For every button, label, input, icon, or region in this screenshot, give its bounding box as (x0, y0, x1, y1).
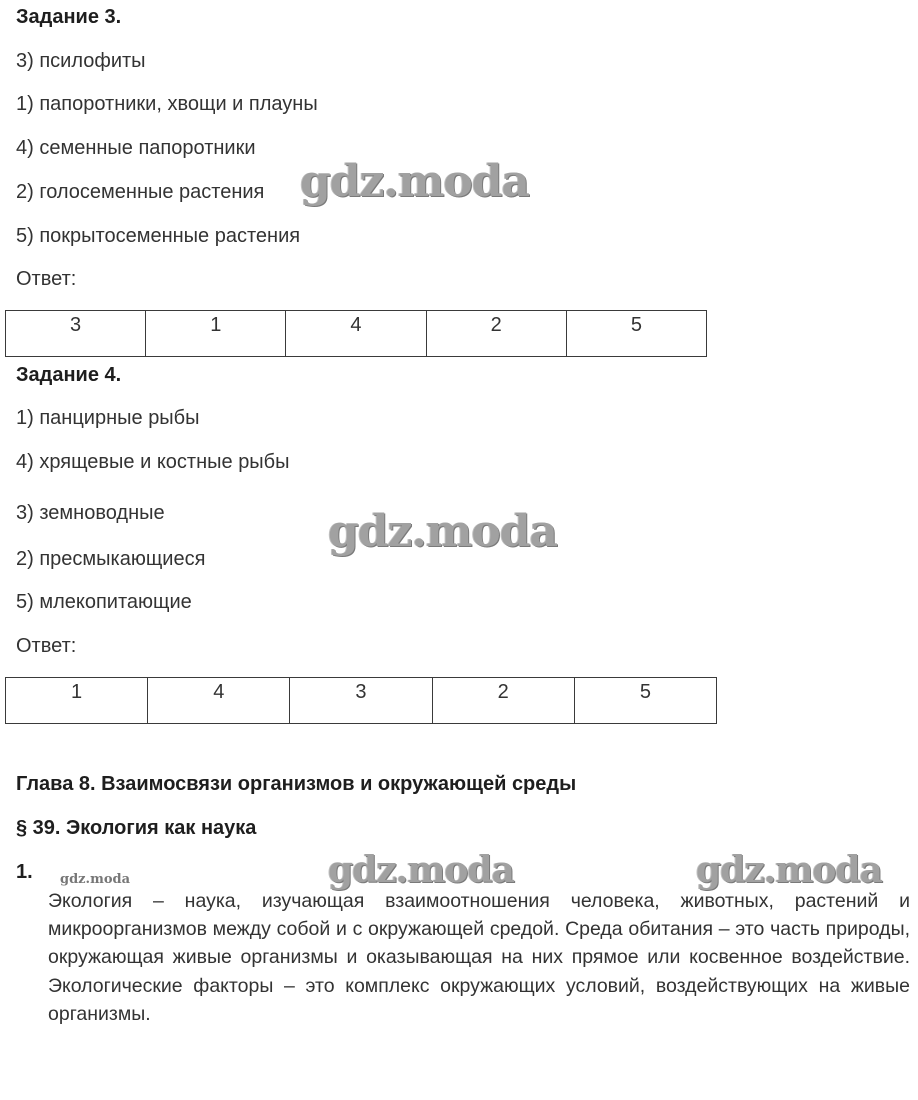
task3-answer-table (5, 310, 707, 357)
task4-answer-cell: 4 (148, 678, 290, 724)
task4-item-4: 2) пресмыкающиеся (16, 548, 206, 570)
task4-answer-cell: 3 (290, 678, 432, 724)
task4-answer-cell: 2 (432, 678, 574, 724)
item-number: 1. (16, 861, 33, 883)
watermark-logo: gdz.moda (328, 849, 514, 891)
chapter-title: Глава 8. Взаимосвязи организмов и окружающей среды (16, 773, 577, 795)
task3-item-3: 4) семенные папоротники (16, 137, 256, 159)
task3-answer-cell: 5 (566, 311, 706, 357)
task4-item-2: 4) хрящевые и костные рыбы (16, 451, 290, 473)
task4-item-1: 1) панцирные рыбы (16, 407, 200, 429)
section-title: § 39. Экология как наука (16, 817, 257, 839)
watermark-logo-small: gdz.moda (60, 872, 131, 887)
task4-item-3: 3) земноводные (16, 502, 165, 524)
task3-answer-cell: 1 (146, 311, 286, 357)
task3-answer-cell: 3 (6, 311, 146, 357)
task4-answer-label: Ответ: (16, 635, 77, 657)
task3-item-4: 2) голосеменные растения (16, 181, 265, 203)
task3-answer-label: Ответ: (16, 268, 77, 290)
task4-answer-table (5, 677, 717, 724)
task4-answer-cell: 1 (6, 678, 148, 724)
task4-title: Задание 4. (16, 364, 122, 386)
task3-answer-cell: 2 (426, 311, 566, 357)
watermark-logo: gdz.moda (300, 156, 530, 207)
ecology-paragraph: Экология – наука, изучающая взаимоотношения человека, животных, растений и микроорганизмов между собой и с окружающей средой. Среда обитания – это часть природы, окружающая живые организмы и оказывающая на них прямое или косвенное воздействие. Экологические факторы – это комплекс окружающих условий, воздействующих на живые организмы. (48, 890, 910, 1025)
watermark-logo: gdz.moda (328, 506, 558, 557)
task3-title: Задание 3. (16, 6, 122, 28)
task4-answer-cell: 5 (574, 678, 716, 724)
task3-item-1: 3) псилофиты (16, 50, 146, 72)
task3-answer-cell: 4 (286, 311, 426, 357)
task3-item-2: 1) папоротники, хвощи и плауны (16, 93, 318, 115)
task3-item-5: 5) покрытосеменные растения (16, 225, 301, 247)
task4-item-5: 5) млекопитающие (16, 591, 192, 613)
watermark-logo: gdz.moda (696, 849, 882, 891)
